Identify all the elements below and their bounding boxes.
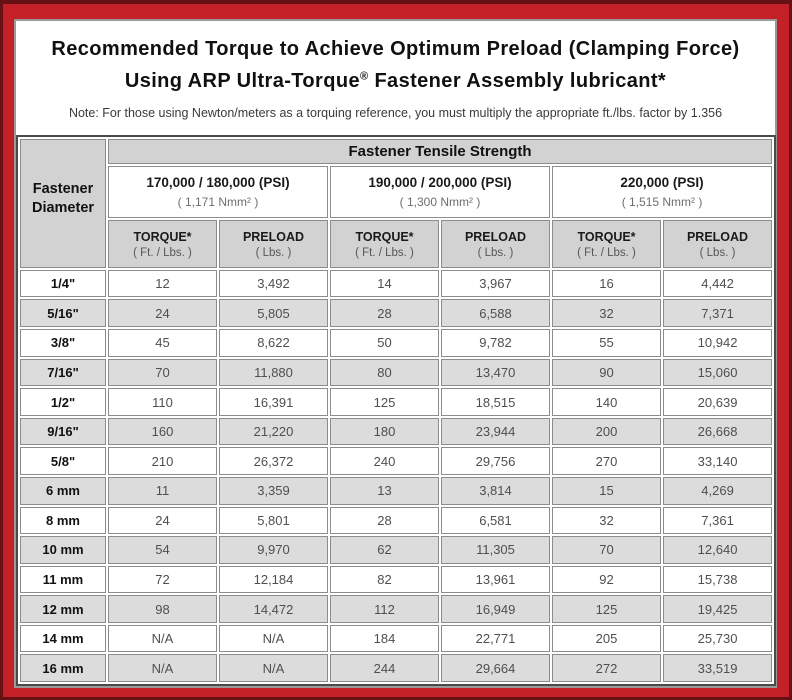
preload-value-cell: N/A	[219, 625, 328, 653]
preload-value-cell: 13,961	[441, 566, 550, 594]
preload-value-cell: 11,305	[441, 536, 550, 564]
diameter-cell: 9/16"	[20, 418, 106, 446]
preload-value-cell: 9,782	[441, 329, 550, 357]
torque-value-cell: 110	[108, 388, 217, 416]
preload-value-cell: 7,371	[663, 299, 772, 327]
preload-value-cell: 9,970	[219, 536, 328, 564]
preload-value-cell: 26,372	[219, 447, 328, 475]
psi-value: 190,000 / 200,000 (PSI)	[368, 175, 512, 191]
red-frame	[3, 4, 789, 697]
note-text: Note: For those using Newton/meters as a torquing reference, you must multiply the appropriate ft./lbs. factor by 1.356	[68, 105, 723, 120]
torque-value-cell: 11	[108, 477, 217, 505]
diameter-cell: 14 mm	[20, 625, 106, 653]
strength-group-1	[108, 166, 328, 218]
psi-value: 220,000 (PSI)	[620, 175, 704, 191]
torque-value-cell: 13	[330, 477, 439, 505]
torque-value-cell: 80	[330, 359, 439, 387]
table-row	[20, 536, 772, 564]
torque-value-cell: 270	[552, 447, 661, 475]
preload-value-cell: 25,730	[663, 625, 772, 653]
torque-value-cell: N/A	[108, 625, 217, 653]
preload-value-cell: 18,515	[441, 388, 550, 416]
diameter-cell: 11 mm	[20, 566, 106, 594]
preload-value-cell: 19,425	[663, 595, 772, 623]
table-row	[20, 388, 772, 416]
diameter-column-header: Fastener Diameter	[20, 139, 106, 268]
torque-value-cell: 32	[552, 299, 661, 327]
diameter-cell: 3/8"	[20, 329, 106, 357]
preload-value-cell: 12,640	[663, 536, 772, 564]
preload-value-cell: 26,668	[663, 418, 772, 446]
strength-group-2	[330, 166, 550, 218]
preload-value-cell: 15,738	[663, 566, 772, 594]
torque-value-cell: 200	[552, 418, 661, 446]
table-row	[20, 329, 772, 357]
torque-value-cell: 82	[330, 566, 439, 594]
diameter-cell: 12 mm	[20, 595, 106, 623]
torque-value-cell: 24	[108, 507, 217, 535]
diameter-cell: 7/16"	[20, 359, 106, 387]
preload-value-cell: 14,472	[219, 595, 328, 623]
torque-value-cell: 70	[108, 359, 217, 387]
torque-value-cell: 205	[552, 625, 661, 653]
diameter-cell: 1/2"	[20, 388, 106, 416]
torque-value-cell: 45	[108, 329, 217, 357]
nmm-value: ( 1,300 Nmm² )	[399, 195, 481, 210]
preload-value-cell: 5,801	[219, 507, 328, 535]
torque-value-cell: 112	[330, 595, 439, 623]
table-row	[20, 270, 772, 298]
table-row	[20, 507, 772, 535]
preload-value-cell: 33,140	[663, 447, 772, 475]
torque-value-cell: 72	[108, 566, 217, 594]
torque-preload-table	[16, 135, 776, 686]
torque-value-cell: 50	[330, 329, 439, 357]
torque-value-cell: 28	[330, 299, 439, 327]
tensile-strength-banner: Fastener Tensile Strength	[108, 139, 772, 164]
torque-value-cell: 62	[330, 536, 439, 564]
preload-value-cell: 7,361	[663, 507, 772, 535]
nmm-value: ( 1,515 Nmm² )	[621, 195, 703, 210]
torque-value-cell: 55	[552, 329, 661, 357]
preload-value-cell: 5,805	[219, 299, 328, 327]
torque-value-cell: N/A	[108, 654, 217, 682]
diameter-cell: 1/4"	[20, 270, 106, 298]
torque-value-cell: 90	[552, 359, 661, 387]
table-row	[20, 299, 772, 327]
table-row	[20, 625, 772, 653]
torque-value-cell: 92	[552, 566, 661, 594]
preload-value-cell: 8,622	[219, 329, 328, 357]
page-title	[16, 36, 775, 95]
diameter-cell: 6 mm	[20, 477, 106, 505]
torque-value-cell: 14	[330, 270, 439, 298]
preload-value-cell: 6,588	[441, 299, 550, 327]
preload-value-cell: 15,060	[663, 359, 772, 387]
diameter-cell: 16 mm	[20, 654, 106, 682]
banner-row	[20, 139, 772, 164]
table-row	[20, 654, 772, 682]
torque-value-cell: 16	[552, 270, 661, 298]
preload-value-cell: 22,771	[441, 625, 550, 653]
title-block	[16, 21, 775, 135]
preload-value-cell: 29,756	[441, 447, 550, 475]
preload-value-cell: 16,391	[219, 388, 328, 416]
torque-value-cell: 160	[108, 418, 217, 446]
preload-value-cell: 10,942	[663, 329, 772, 357]
nmm-value: ( 1,171 Nmm² )	[177, 195, 259, 210]
preload-value-cell: 6,581	[441, 507, 550, 535]
torque-value-cell: 240	[330, 447, 439, 475]
title-line1: Recommended Torque to Achieve Optimum Preload (Clamping Force)	[51, 38, 740, 60]
torque-header: TORQUE* ( Ft. / Lbs. )	[552, 220, 661, 268]
preload-value-cell: 33,519	[663, 654, 772, 682]
preload-value-cell: 3,814	[441, 477, 550, 505]
torque-value-cell: 12	[108, 270, 217, 298]
title-line2: Using ARP Ultra-Torque® Fastener Assembly lubricant*	[124, 69, 667, 92]
preload-value-cell: 21,220	[219, 418, 328, 446]
torque-value-cell: 272	[552, 654, 661, 682]
preload-value-cell: 29,664	[441, 654, 550, 682]
preload-header: PRELOAD ( Lbs. )	[663, 220, 772, 268]
preload-value-cell: N/A	[219, 654, 328, 682]
torque-value-cell: 70	[552, 536, 661, 564]
table-row	[20, 566, 772, 594]
torque-value-cell: 125	[552, 595, 661, 623]
torque-value-cell: 28	[330, 507, 439, 535]
psi-row	[20, 166, 772, 218]
preload-header: PRELOAD ( Lbs. )	[441, 220, 550, 268]
content-panel	[14, 19, 777, 688]
table-row	[20, 477, 772, 505]
torque-value-cell: 180	[330, 418, 439, 446]
registered-trademark-symbol: ®	[359, 70, 369, 82]
torque-value-cell: 210	[108, 447, 217, 475]
table-row	[20, 595, 772, 623]
strength-group-3	[552, 166, 772, 218]
diameter-cell: 8 mm	[20, 507, 106, 535]
torque-value-cell: 125	[330, 388, 439, 416]
torque-header: TORQUE* ( Ft. / Lbs. )	[108, 220, 217, 268]
torque-value-cell: 140	[552, 388, 661, 416]
torque-header: TORQUE* ( Ft. / Lbs. )	[330, 220, 439, 268]
preload-header: PRELOAD ( Lbs. )	[219, 220, 328, 268]
torque-value-cell: 24	[108, 299, 217, 327]
preload-value-cell: 3,359	[219, 477, 328, 505]
diameter-cell: 10 mm	[20, 536, 106, 564]
preload-value-cell: 20,639	[663, 388, 772, 416]
torque-value-cell: 15	[552, 477, 661, 505]
preload-value-cell: 3,967	[441, 270, 550, 298]
diameter-cell: 5/8"	[20, 447, 106, 475]
torque-value-cell: 98	[108, 595, 217, 623]
column-header-row	[20, 220, 772, 268]
table-row	[20, 418, 772, 446]
preload-value-cell: 3,492	[219, 270, 328, 298]
preload-value-cell: 16,949	[441, 595, 550, 623]
table-row	[20, 359, 772, 387]
torque-value-cell: 244	[330, 654, 439, 682]
torque-value-cell: 54	[108, 536, 217, 564]
torque-value-cell: 32	[552, 507, 661, 535]
psi-value: 170,000 / 180,000 (PSI)	[146, 175, 290, 191]
torque-value-cell: 184	[330, 625, 439, 653]
table-row	[20, 447, 772, 475]
preload-value-cell: 13,470	[441, 359, 550, 387]
preload-value-cell: 11,880	[219, 359, 328, 387]
preload-value-cell: 12,184	[219, 566, 328, 594]
diameter-cell: 5/16"	[20, 299, 106, 327]
preload-value-cell: 4,442	[663, 270, 772, 298]
preload-value-cell: 4,269	[663, 477, 772, 505]
preload-value-cell: 23,944	[441, 418, 550, 446]
